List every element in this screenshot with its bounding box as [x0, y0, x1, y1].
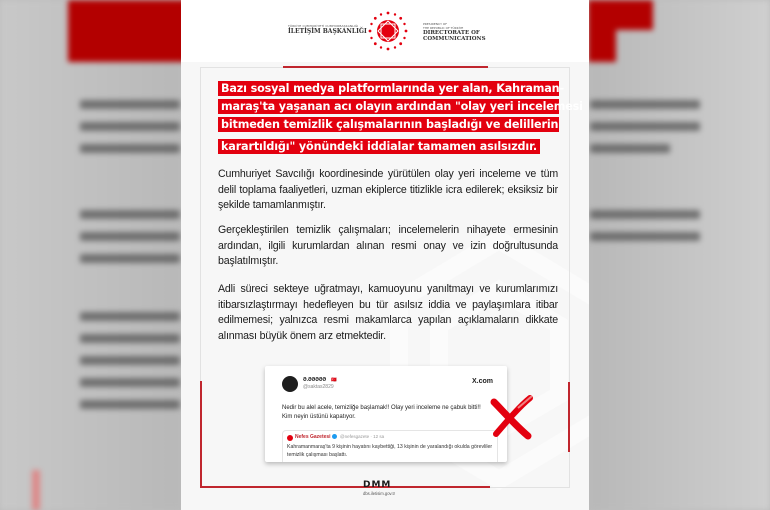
frame-accent-bottom — [200, 486, 490, 488]
frame-accent-left — [200, 381, 202, 488]
tweet-screenshot — [265, 366, 507, 462]
headline-line: maraş'ta yaşanan acı olayın ardından "olay yeri incelemesi — [218, 99, 559, 114]
body-paragraph: Adli süreci sekteye uğratmayı, kamuoyunu yanıltmayı ve kurumlarımızı itibarsızlaştırmayı hedefleyen bu tür asılsız iddia ve paylaşımlara itibar edilmemesi; yalnızca resmi makamlarca yapılan açıklamaların dikkate alınması büyük önem arz etmektedir. — [218, 283, 558, 342]
directorate-logo — [423, 23, 486, 42]
headline-line: bitmeden temizlik çalışmalarının başladığı ve delillerin — [218, 117, 559, 132]
logo-left-small: TÜRKİYE CUMHURİYETİ CUMHURBAŞKANLIĞI — [288, 24, 359, 28]
quote-name: Nefes Gazetesi — [295, 434, 331, 440]
presidency-emblem-icon — [367, 10, 409, 52]
x-com-label: X.com — [471, 378, 493, 385]
logo-right-small-1: PRESIDENCY OF — [423, 22, 447, 26]
quoted-tweet — [282, 430, 498, 462]
avatar — [282, 376, 298, 392]
nefes-logo-icon — [287, 435, 293, 441]
red-x-mark-icon — [488, 392, 536, 440]
tweet-user-name: Ə.ƏƏƏƏƏ — [303, 377, 327, 383]
tweet-text: Nedir bu alel acele, temizliğe başlamak!! Olay yeri inceleme ne çabuk bitti!! Kim neyin üstünü kapatıyor. — [282, 405, 481, 420]
logo-left-title: İLETİŞİM BAŞKANLIĞI — [288, 28, 367, 35]
infographic-card — [181, 0, 589, 510]
iletisim-logo — [288, 24, 367, 35]
quote-handle: @nefesgazete · 12 sa — [340, 434, 385, 439]
quote-text: Kahramanmaraş'ta 9 kişinin hayatını kaybettiği, 13 kişinin de yaralandığı okulda görevliler temizlik çalışması başlattı. — [287, 444, 493, 458]
logo-right-title-2: COMMUNICATIONS — [423, 36, 486, 42]
logo-right-small-2: THE REPUBLIC OF TÜRKİYE — [423, 25, 464, 30]
frame-accent-right — [568, 382, 570, 452]
frame-accent-top — [283, 66, 488, 68]
body-paragraph: Gerçekleştirilen temizlik çalışmaları; incelemelerin nihayete ermesinin ardından, ilgili kurumlardan alınan resmi onay ve izin doğrultusunda başlatılmıştır. — [218, 224, 558, 267]
headline — [218, 81, 583, 157]
verified-icon — [332, 434, 337, 439]
logo-row — [181, 10, 589, 54]
headline-line: Bazı sosyal medya platformlarında yer alan, Kahraman- — [218, 81, 559, 96]
tweet-badge: 🇹🇷 — [331, 377, 337, 382]
dmm-url: dbs.iletisim.gov.tr — [363, 491, 396, 496]
headline-line: karartıldığı" yönündeki iddialar tamamen asılsızdır. — [218, 139, 540, 154]
tweet-handle: @saktas2829 — [303, 384, 334, 390]
logo-right-title-1: DIRECTORATE OF — [423, 30, 480, 36]
dmm-logo: DMM — [363, 480, 392, 490]
body-paragraph: Cumhuriyet Savcılığı koordinesinde yürütülen olay yeri inceleme ve tüm delil toplama faaliyetleri, uzman ekiplerce titizlikle icra edilerek; eksiksiz bir şekilde tamamlanmıştır. — [218, 168, 558, 211]
